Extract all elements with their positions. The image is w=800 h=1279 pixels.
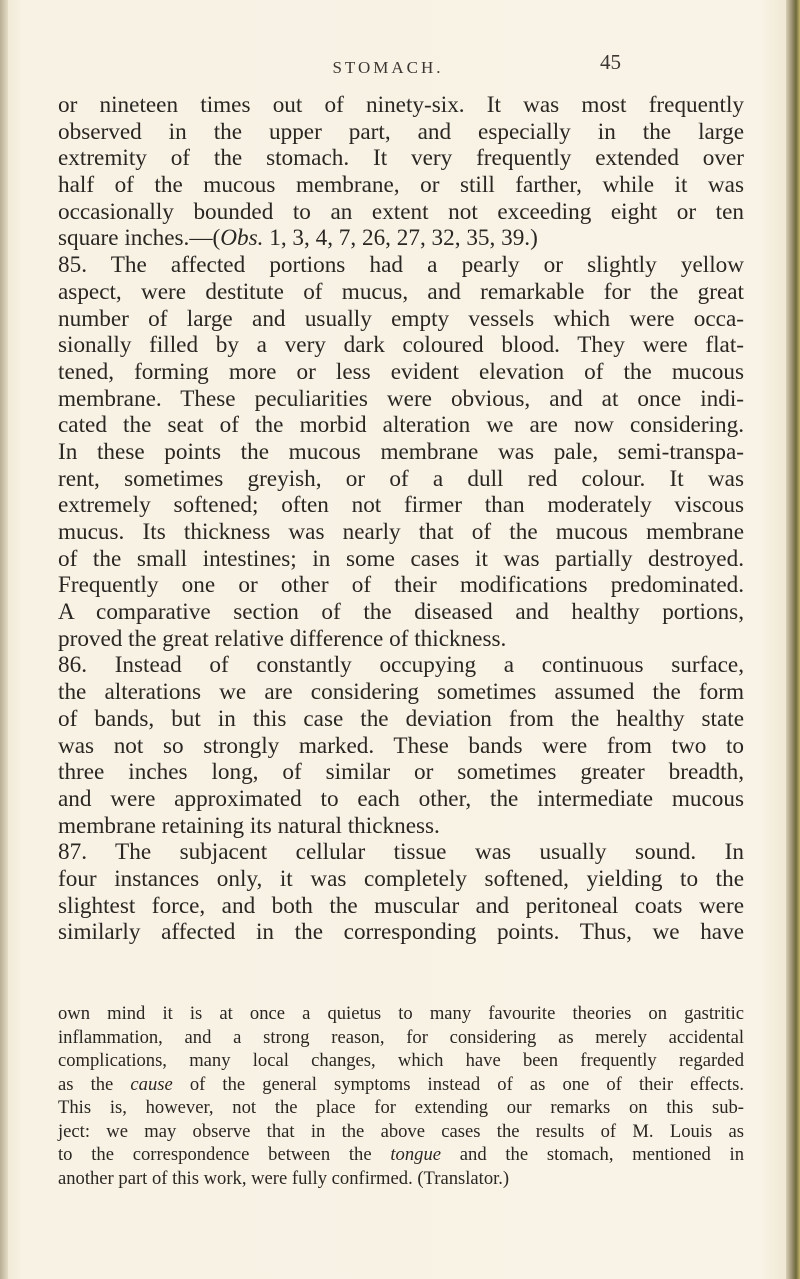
text-span: and the stomach, mentioned in	[441, 1144, 745, 1165]
text-line: half of the mucous membrane, or still farther, while it was	[58, 172, 744, 199]
text-line: number of large and usually empty vessels which were occa-	[58, 305, 744, 332]
obs-abbreviation: Obs.	[220, 225, 264, 252]
text-line: membrane retaining its natural thickness.	[58, 812, 440, 839]
text-line: was not so strongly marked. These bands were from two to	[58, 732, 744, 759]
footnote-line	[58, 1073, 744, 1097]
text-span: to the correspondence between the	[58, 1144, 391, 1165]
running-title: STOMACH.	[332, 58, 444, 77]
text-line: 85. The affected portions had a pearly or slightly yellow	[58, 252, 744, 279]
text-line: four instances only, it was completely softened, yielding to the	[58, 865, 744, 892]
text-line: membrane. These peculiarities were obvious, and at once indi-	[58, 385, 744, 412]
text-line: extremity of the stomach. It very frequently extended over	[58, 145, 744, 172]
text-line: extremely softened; often not firmer than moderately viscous	[58, 492, 744, 519]
footnote-line	[58, 1143, 744, 1167]
text-line: three inches long, of similar or sometimes greater breadth,	[58, 759, 744, 786]
text-span: square inches.—(	[58, 225, 221, 252]
text-line: proved the great relative difference of thickness.	[58, 625, 507, 652]
text-line: observed in the upper part, and especially in the large	[58, 118, 744, 145]
italic-cause: cause	[130, 1073, 173, 1095]
footnote-line: inflammation, and a strong reason, for considering as merely accidental	[58, 1026, 744, 1048]
text-line: Frequently one or other of their modifications predominated.	[58, 572, 744, 599]
footnote-line: This is, however, not the place for extending our remarks on this sub-	[58, 1097, 744, 1118]
text-line: 86. Instead of constantly occupying a continuous surface,	[58, 652, 744, 679]
footnote-line: ject: we may observe that in the above cases the results of M. Louis as	[58, 1120, 744, 1142]
text-line: the alterations we are considering sometimes assumed the form	[58, 679, 744, 706]
text-line: 87. The subjacent cellular tissue was usually sound. In	[58, 839, 744, 866]
footnote-line: own mind it is at once a quietus to many favourite theories on gastritic	[58, 1003, 744, 1024]
translator-footnote	[58, 1002, 744, 1190]
italic-tongue: tongue	[390, 1144, 441, 1165]
text-line: or nineteen times out of ninety-six. It was most frequently	[58, 92, 744, 118]
text-line: and were approximated to each other, the intermediate mucous	[58, 785, 744, 812]
running-head	[0, 50, 800, 84]
text-line: mucus. Its thickness was nearly that of the mucous membrane	[58, 519, 744, 545]
text-line: aspect, were destitute of mucus, and remarkable for the great	[58, 278, 744, 305]
text-span: 1, 3, 4, 7, 26, 27, 32, 35, 39.)	[263, 225, 538, 252]
text-line: of bands, but in this case the deviation from the healthy state	[58, 705, 744, 732]
footnote-line: another part of this work, were fully confirmed. (Translator.)	[58, 1167, 510, 1189]
page-right-edge	[786, 0, 800, 1279]
page-number: 45	[600, 50, 621, 74]
text-line: rent, sometimes greyish, or of a dull red colour. It was	[58, 465, 744, 492]
text-line	[58, 225, 744, 252]
text-line: cated the seat of the morbid alteration we are now considering.	[58, 412, 744, 439]
text-span: of the general symptoms instead of as one of their effects.	[172, 1073, 744, 1095]
text-line: A comparative section of the diseased and healthy portions,	[58, 599, 744, 626]
text-span: as the	[58, 1073, 131, 1095]
text-line: tened, forming more or less evident elevation of the mucous	[58, 358, 744, 385]
text-line: sionally filled by a very dark coloured blood. They were flat-	[58, 332, 744, 359]
text-line: similarly affected in the corresponding points. Thus, we have	[58, 919, 744, 946]
text-line: of the small intestines; in some cases it was partially destroyed.	[58, 545, 744, 572]
text-line: slightest force, and both the muscular and peritoneal coats were	[58, 892, 744, 919]
text-line: In these points the mucous membrane was pale, semi-transpa-	[58, 438, 744, 465]
text-line: occasionally bounded to an extent not exceeding eight or ten	[58, 198, 744, 225]
footnote-line: complications, many local changes, which have been frequently regarded	[58, 1050, 744, 1071]
page-left-edge	[0, 0, 8, 1279]
body-text	[58, 92, 744, 946]
